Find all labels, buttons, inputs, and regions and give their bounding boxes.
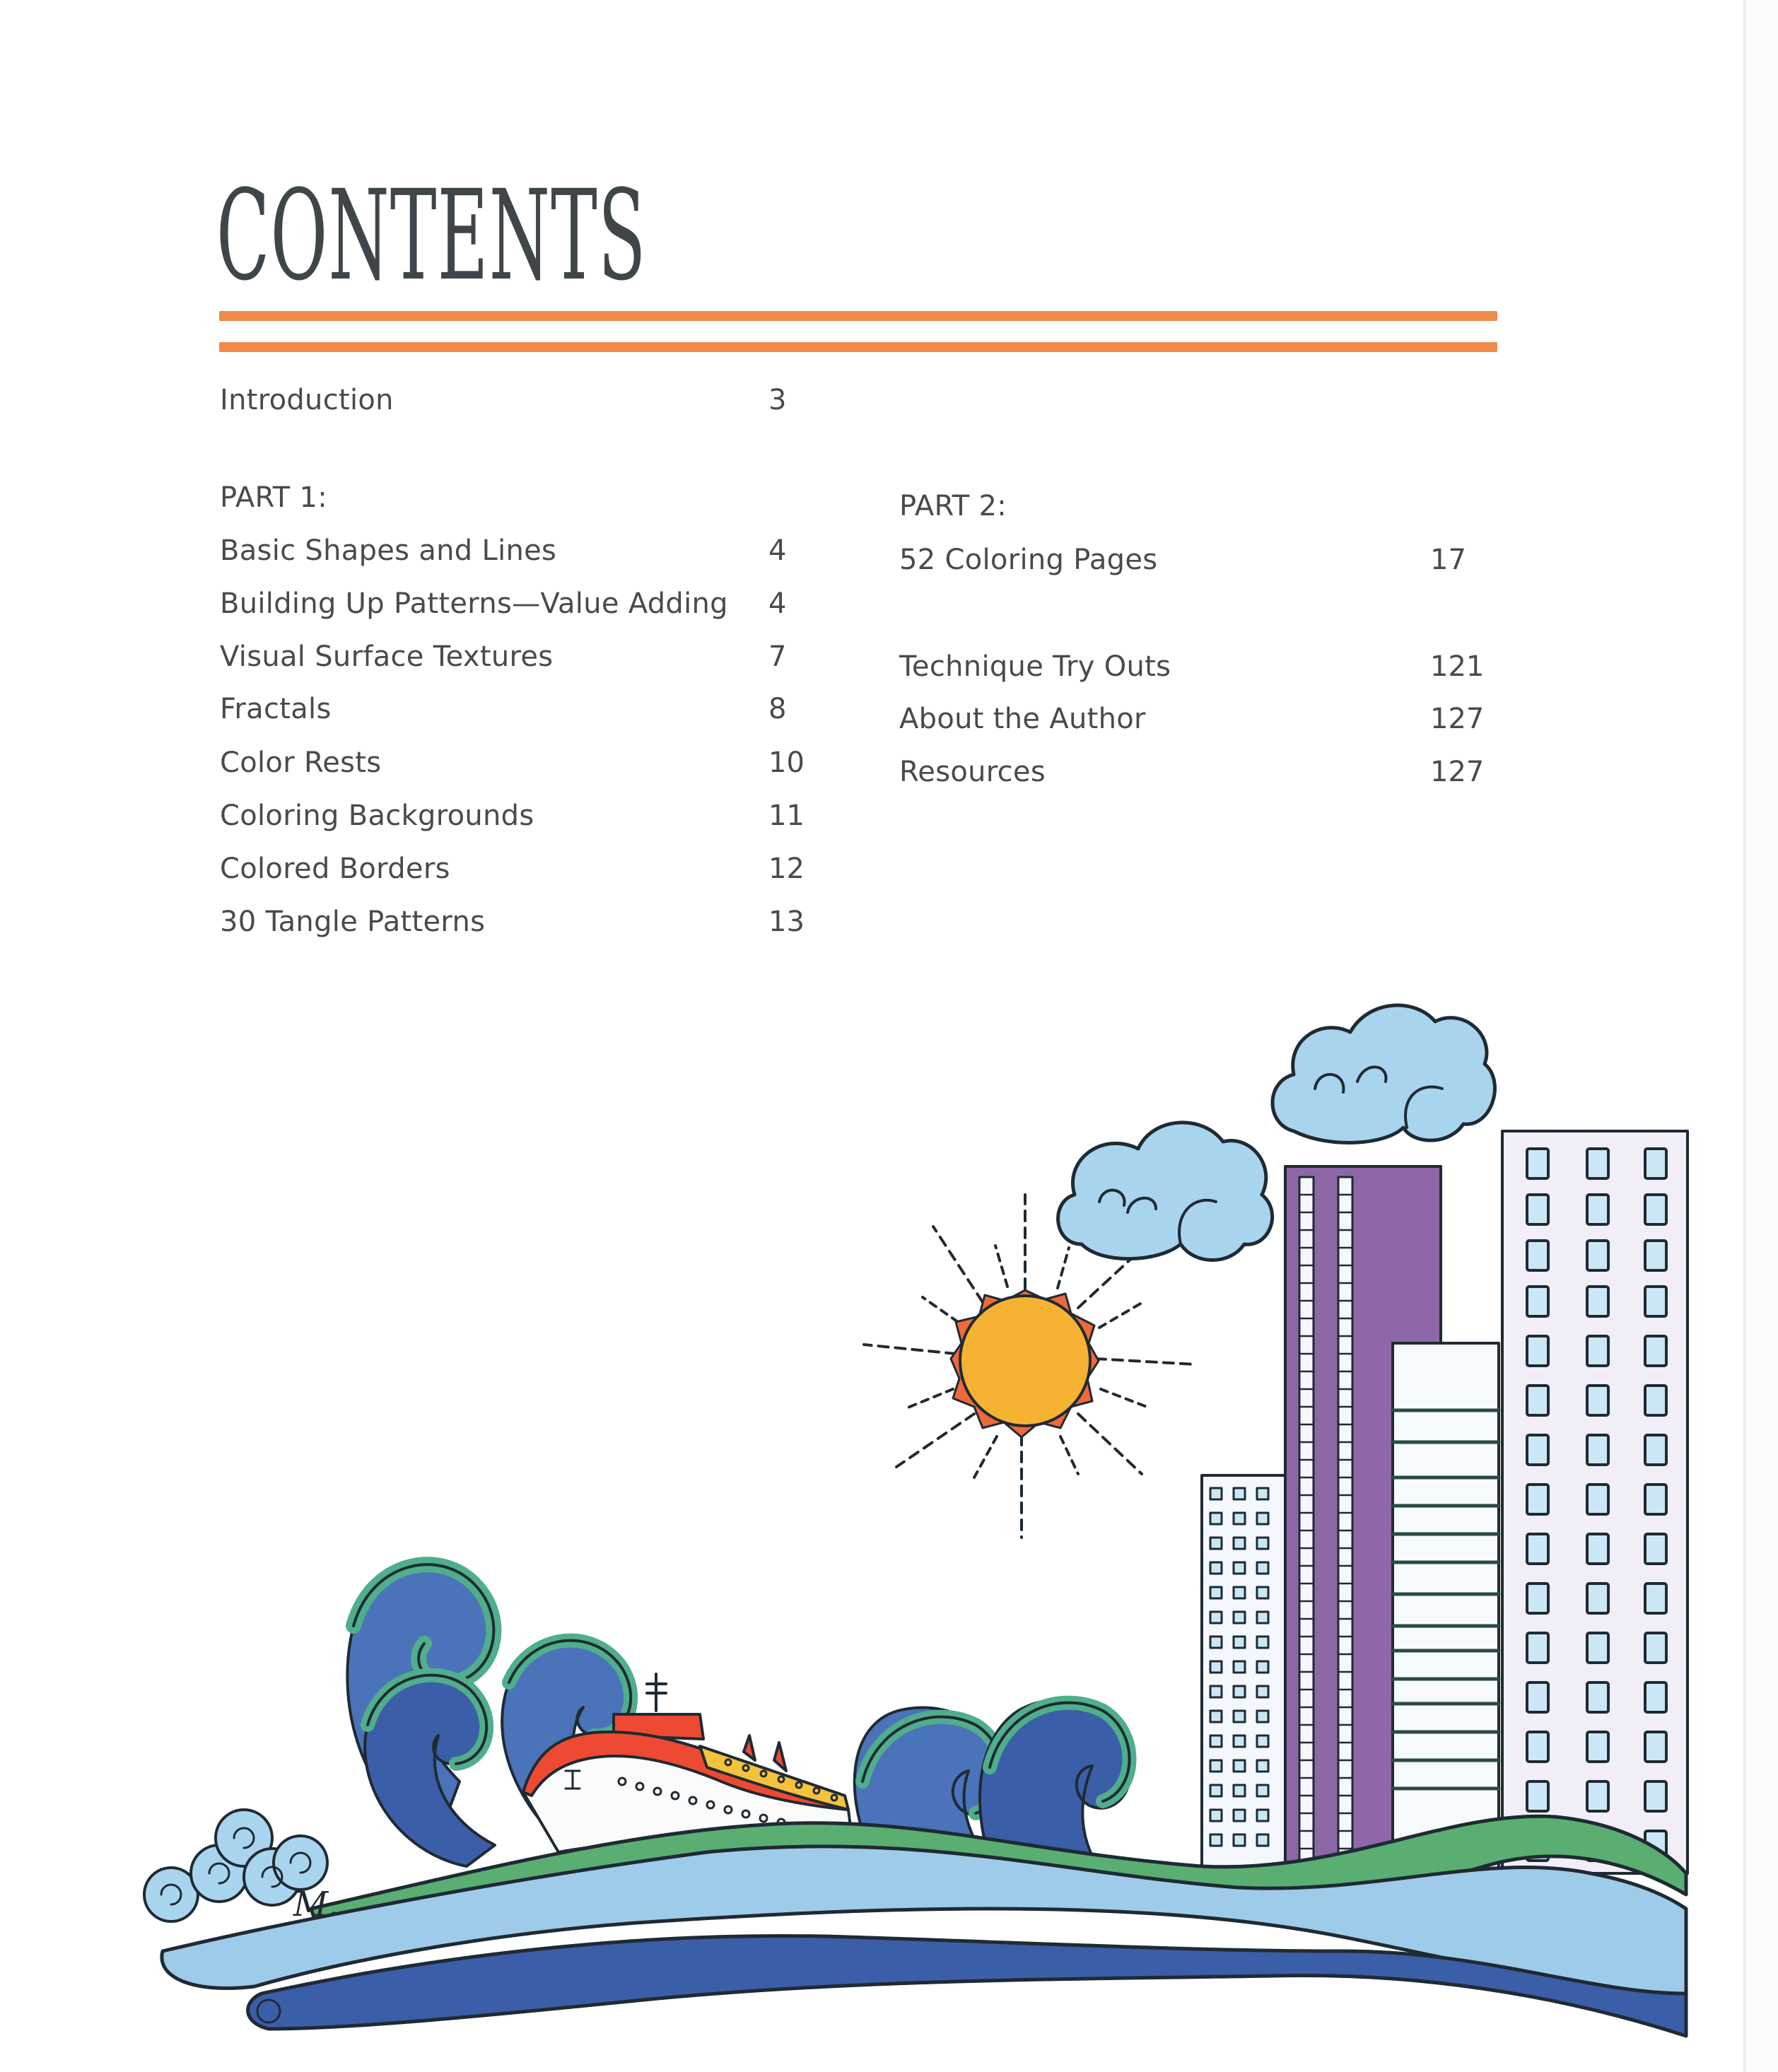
toc-entry[interactable]: Color Rests	[220, 747, 382, 779]
toc-page-number: 10	[768, 747, 805, 779]
toc-page-number: 4	[768, 534, 787, 567]
cloud-small	[1058, 1123, 1273, 1260]
toc-entry[interactable]: Fractals	[220, 693, 332, 725]
toc-entry[interactable]: 30 Tangle Patterns	[220, 906, 486, 938]
sea	[162, 1816, 1686, 2036]
toc-page-number: 11	[768, 800, 805, 832]
building-small-left	[1202, 1475, 1287, 1871]
part1-heading: PART 1:	[220, 481, 327, 514]
toc-entry[interactable]: Basic Shapes and Lines	[220, 534, 557, 567]
toc-page-number: 4	[768, 587, 787, 620]
page-title: CONTENTS	[216, 163, 647, 308]
toc-page-introduction: 3	[768, 384, 787, 416]
artist-signature: M.	[293, 1885, 339, 1924]
toc-page-number: 127	[1430, 703, 1485, 735]
cloud-large	[1273, 1005, 1495, 1142]
building-tall-right	[1502, 1131, 1688, 1873]
toc-entry[interactable]: 52 Coloring Pages	[899, 544, 1158, 576]
toc-page-number: 7	[768, 640, 787, 673]
toc-page-number: 127	[1430, 756, 1485, 788]
toc-entry[interactable]: Coloring Backgrounds	[220, 800, 534, 832]
toc-page-number: 8	[768, 693, 787, 725]
toc-entry[interactable]: Resources	[899, 756, 1046, 788]
toc-entry[interactable]: Visual Surface Textures	[220, 640, 554, 673]
part2-heading: PART 2:	[899, 490, 1007, 522]
toc-page-number: 12	[768, 853, 805, 885]
toc-entry[interactable]: Technique Try Outs	[899, 650, 1171, 683]
building-striped	[1393, 1343, 1499, 1873]
toc-page-number: 17	[1430, 544, 1466, 576]
toc-entry-introduction[interactable]: Introduction	[220, 384, 394, 416]
toc-page-number: 13	[768, 906, 805, 938]
toc-entry[interactable]: Building Up Patterns—Value Adding	[220, 587, 728, 620]
toc-entry[interactable]: About the Author	[899, 703, 1146, 735]
toc-entry[interactable]: Colored Borders	[220, 853, 450, 885]
sun-body	[960, 1296, 1090, 1426]
toc-page-number: 121	[1430, 650, 1485, 683]
